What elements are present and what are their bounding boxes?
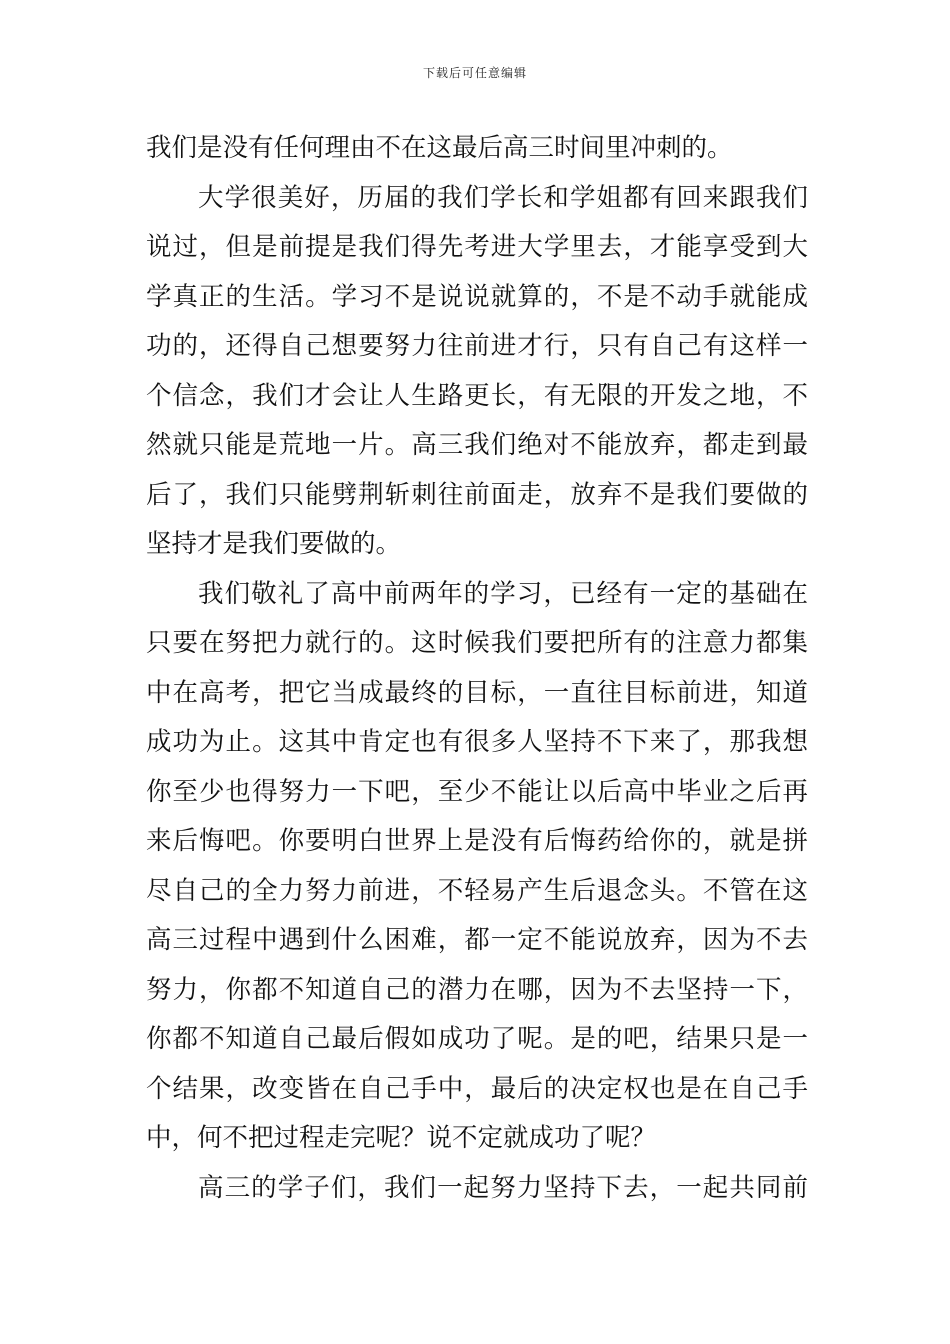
text-line: 尽自己的全力努力前进，不轻易产生后退念头。不管在这 bbox=[146, 875, 808, 906]
text-line: 说过，但是前提是我们得先考进大学里去，才能享受到大 bbox=[146, 232, 808, 262]
text-line: 努力，你都不知道自己的潜力在哪，因为不去坚持一下， bbox=[146, 974, 808, 1005]
text-line: 只要在努把力就行的。这时候我们要把所有的注意力都集 bbox=[146, 628, 808, 658]
text-line: 大学很美好，历届的我们学长和学姐都有回来跟我们 bbox=[198, 182, 808, 213]
text-line: 功的，还得自己想要努力往前进才行，只有自己有这样一 bbox=[146, 331, 808, 361]
text-line: 你至少也得努力一下吧，至少不能让以后高中毕业之后再 bbox=[146, 776, 808, 807]
text-line: 来后悔吧。你要明白世界上是没有后悔药给你的，就是拼 bbox=[146, 826, 808, 856]
text-line: 个结果，改变皆在自己手中，最后的决定权也是在自己手 bbox=[146, 1073, 808, 1104]
text-line: 然就只能是荒地一片。高三我们绝对不能放弃，都走到最 bbox=[146, 430, 808, 460]
text-line: 我们是没有任何理由不在这最后高三时间里冲刺的。 bbox=[146, 133, 733, 163]
text-line: 我们敬礼了高中前两年的学习，已经有一定的基础在 bbox=[198, 578, 808, 609]
text-line: 后了，我们只能劈荆斩刺往前面走，放弃不是我们要做的 bbox=[146, 479, 808, 510]
text-line: 学真正的生活。学习不是说说就算的，不是不动手就能成 bbox=[146, 281, 808, 312]
text-line: 高三的学子们，我们一起努力坚持下去，一起共同前 bbox=[198, 1172, 808, 1203]
text-line: 个信念，我们才会让人生路更长，有无限的开发之地，不 bbox=[146, 380, 808, 411]
text-line: 你都不知道自己最后假如成功了呢。是的吧，结果只是一 bbox=[146, 1024, 808, 1054]
body-text bbox=[146, 124, 808, 1213]
text-line: 高三过程中遇到什么困难，都一定不能说放弃，因为不去 bbox=[146, 925, 808, 955]
text-line: 坚持才是我们要做的。 bbox=[146, 529, 402, 559]
text-line: 中，何不把过程走完呢？说不定就成功了呢？ bbox=[146, 1123, 657, 1153]
text-line: 中在高考，把它当成最终的目标，一直往目标前进，知道 bbox=[146, 677, 808, 708]
page-header-note: 下载后可任意编辑 bbox=[422, 66, 527, 80]
text-line: 成功为止。这其中肯定也有很多人坚持不下来了，那我想 bbox=[146, 727, 808, 757]
